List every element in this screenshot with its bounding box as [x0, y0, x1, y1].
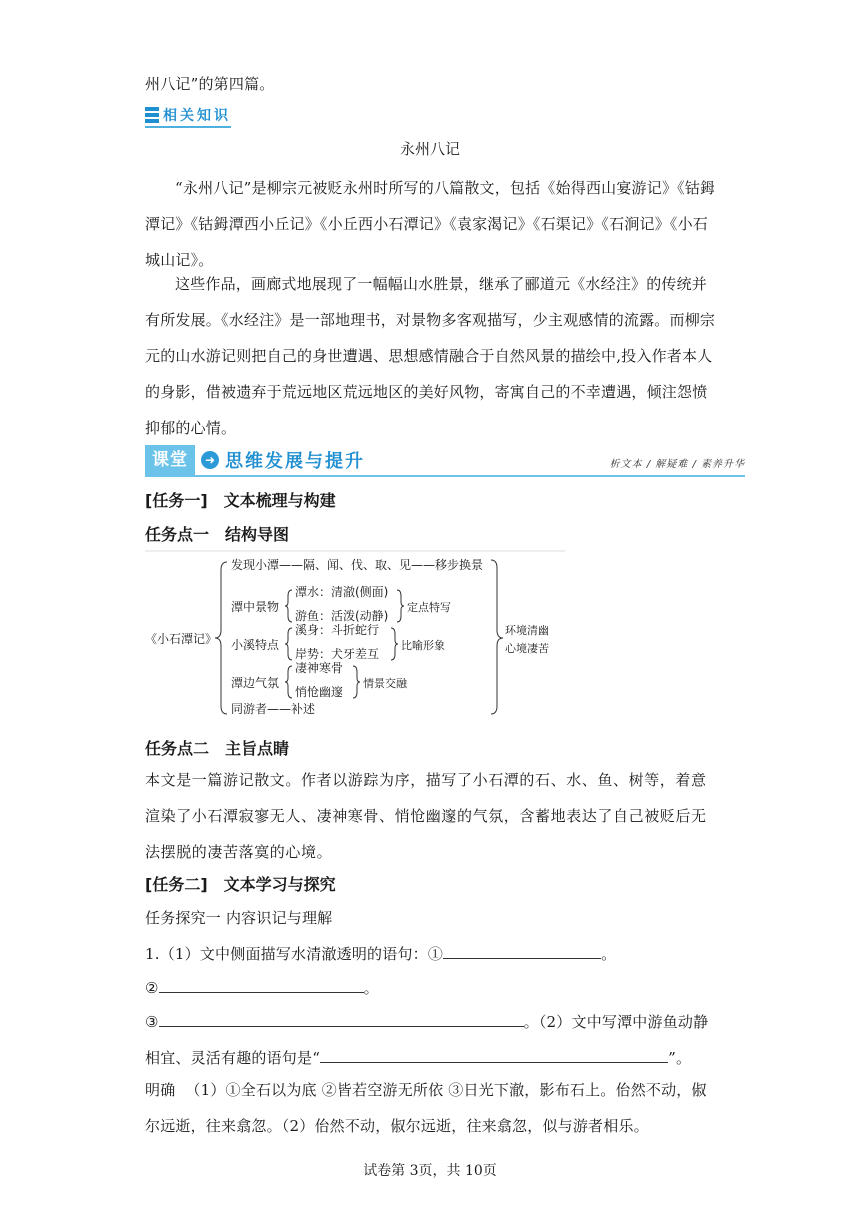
- diagram-root: 《小石潭记》: [145, 632, 218, 646]
- answer-block: [145, 1072, 720, 1144]
- task2-explore1: 任务探究一 内容识记与理解: [145, 909, 333, 927]
- question-text: ②: [145, 979, 159, 997]
- question-1-line-3: [145, 1004, 720, 1076]
- diagram-leaf: 悄怆幽邃: [295, 685, 344, 699]
- task2-heading: [任务二] 文本学习与探究: [145, 875, 336, 894]
- punctuation: 。: [601, 945, 617, 963]
- answer-label: 明确: [145, 1081, 176, 1099]
- structure-diagram: [145, 550, 565, 720]
- task1-point1-heading: 任务点一 结构导图: [145, 525, 290, 544]
- theme-paragraph: 本文是一篇游记散文。作者以游踪为序，描写了小石潭的石、水、鱼、树等，着意渲染了小石潭寂寥无人、凄神寒骨、悄怆幽邃的气氛，含蓄地表达了自己被贬后无法摆脱的凄苦落寞的心境。: [145, 771, 707, 861]
- page-footer: 试卷第 3页，共 10页: [363, 1163, 497, 1179]
- diagram-result: 环境清幽: [505, 624, 549, 637]
- article-title: 永州八记: [400, 140, 461, 158]
- diagram-leaf: 游鱼：活泼(动静): [295, 609, 389, 623]
- intro-end: 州八记”的第四篇。: [145, 75, 275, 93]
- answer-blank[interactable]: [443, 944, 601, 959]
- punctuation: ”。: [668, 1049, 692, 1067]
- paragraph-2: 这些作品，画廊式地展现了一幅幅山水胜景，继承了郦道元《水经注》的传统并有所发展。《水经注》是一部地理书，对景物多客观描写，少主观感情的流露。而柳宗元的山水游记则把自己的身世遭遇、思想感情融合于自然风景的描绘中,投入作者本人的身影，借被遗弃于荒远地区荒远地区的美好风物，寄寓自己的不幸遭遇，倾注怨愤抑郁的心情。: [145, 275, 716, 437]
- task1-point2-heading: 任务点二 主旨点睛: [145, 739, 290, 758]
- badge-label: 相关知识: [163, 108, 231, 124]
- question-text: 1.（1）文中侧面描写水清澈透明的语句：①: [145, 945, 444, 963]
- section-banner: [145, 445, 745, 475]
- diagram-leaf: 凄神寒骨: [295, 661, 344, 675]
- diagram-branch-discover: 发现小潭——隔、闻、伐、取、见——移步换景: [231, 558, 484, 572]
- bars-icon: [145, 107, 159, 123]
- diagram-branch-atmosphere: 潭边气氛: [231, 676, 280, 690]
- banner-divider: [145, 475, 745, 477]
- question-1-line-2: [145, 970, 720, 1006]
- diagram-result: 心境凄苦: [505, 642, 549, 655]
- paragraph-1: “永州八记”是柳宗元被贬永州时所写的八篇散文，包括《始得西山宴游记》《钴鉧潭记》《钴鉧潭西小丘记》《小丘西小石潭记》《袁家渴记》《石渠记》《石涧记》《小石城山记》。: [145, 179, 716, 269]
- related-knowledge-badge: [145, 104, 231, 128]
- question-1-line-1: [145, 936, 720, 972]
- diagram-leaf: 岸势：犬牙差互: [295, 647, 380, 661]
- diagram-branch-stream: 小溪特点: [231, 638, 280, 652]
- diagram-leaf: 潭水：清澈(侧面): [295, 585, 389, 599]
- diagram-leaf: 溪身：斗折蛇行: [295, 623, 380, 637]
- answer-blank[interactable]: [320, 1048, 668, 1063]
- diagram-note: 比喻形象: [401, 639, 445, 652]
- answer-blank[interactable]: [159, 1012, 524, 1027]
- diagram-branch-scene: 潭中景物: [231, 600, 280, 614]
- punctuation: 。: [363, 979, 379, 997]
- answer-text: （1）①全石以为底 ②皆若空游无所依 ③日光下澈，影布石上。佁然不动，俶尔远逝，往来翕忽。（2）佁然不动，俶尔远逝，往来翕忽，似与游者相乐。: [145, 1081, 707, 1135]
- diagram-note: 情景交融: [363, 677, 407, 690]
- arrow-right-icon: ➜: [201, 451, 219, 469]
- diagram-branch-companions: 同游者——补述: [231, 702, 316, 716]
- question-text: 。（2）文中写潭中游鱼动静相宜、灵活有趣的语句是“: [145, 1013, 709, 1067]
- banner-tag: 课堂: [145, 445, 195, 475]
- banner-title: 思维发展与提升: [225, 451, 365, 472]
- diagram-note: 定点特写: [407, 601, 451, 614]
- answer-blank[interactable]: [159, 978, 364, 993]
- question-text: ③: [145, 1013, 159, 1031]
- task1-heading: [任务一] 文本梳理与构建: [145, 491, 336, 510]
- banner-subtitle: 析文本 / 解疑难 / 素养升华: [609, 459, 745, 470]
